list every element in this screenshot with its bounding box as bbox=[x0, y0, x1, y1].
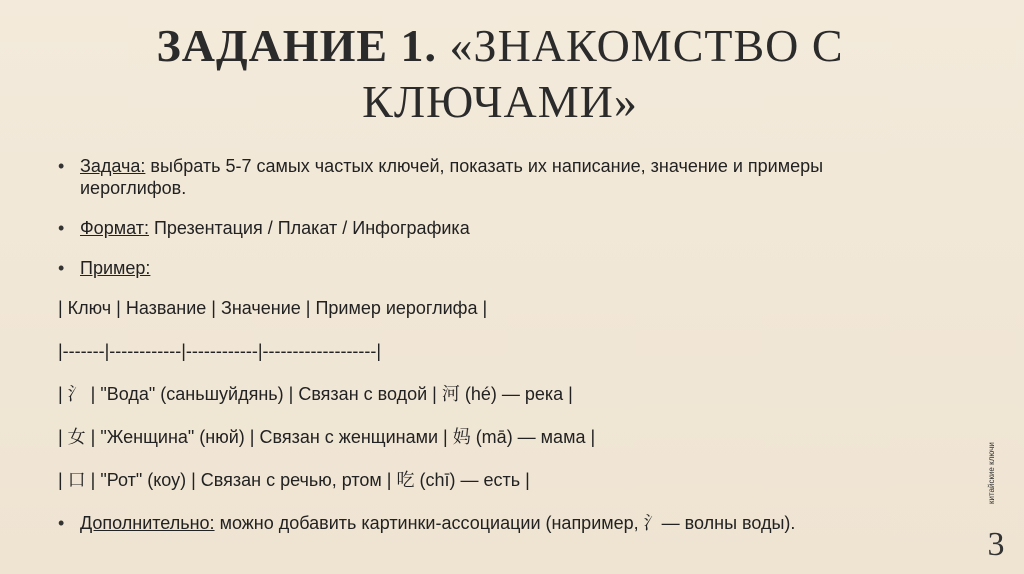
table-header-line: | Ключ | Название | Значение | Пример иероглифа | bbox=[58, 298, 488, 318]
table-row-mouth: | 口 | "Рот" (коу) | Связан с речью, ртом | 吃 (chī) — есть | bbox=[58, 470, 530, 490]
extra-bullet bbox=[58, 512, 918, 534]
table-row-woman: | 女 | "Женщина" (нюй) | Связан с женщинами | 妈 (mā) — мама | bbox=[58, 427, 596, 447]
format-label: Формат: bbox=[80, 218, 149, 238]
task-text: выбрать 5-7 самых частых ключей, показать их написание, значение и примеры иероглифов. bbox=[80, 156, 824, 198]
format-bullet bbox=[58, 217, 918, 239]
format-text: Презентация / Плакат / Инфографика bbox=[153, 218, 470, 238]
side-label: китайские ключи bbox=[987, 442, 996, 504]
extra-text: можно добавить картинки-ассоциации (например, 氵— волны воды). bbox=[219, 513, 796, 533]
title-bold: ЗАДАНИЕ 1. bbox=[156, 20, 438, 71]
slide-title bbox=[60, 18, 940, 130]
example-bullet bbox=[58, 257, 918, 279]
page-number: 3 bbox=[987, 526, 1005, 563]
example-label: Пример: bbox=[80, 258, 151, 278]
slide-content bbox=[58, 155, 918, 552]
table-row-water: | 氵 | "Вода" (саньшуйдянь) | Связан с водой | 河 (hé) — река | bbox=[58, 384, 573, 404]
task-label: Задача: bbox=[80, 156, 146, 176]
table-separator-line: |-------|------------|------------|-------------------| bbox=[58, 341, 382, 361]
extra-label: Дополнительно: bbox=[80, 513, 215, 533]
title-rest: «ЗНАКОМСТВО С КЛЮЧАМИ» bbox=[362, 20, 844, 127]
task-bullet bbox=[58, 155, 918, 199]
